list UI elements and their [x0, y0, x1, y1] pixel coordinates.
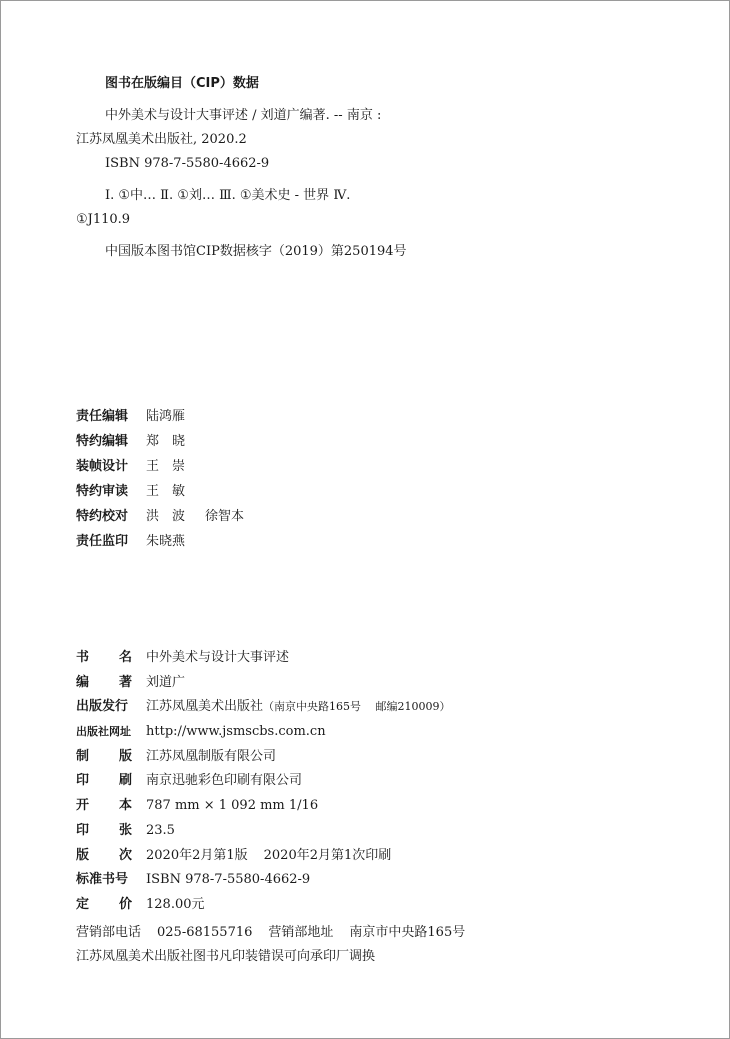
staff-row [76, 529, 244, 554]
info-row-isbn [76, 868, 451, 893]
info-row-publisher [76, 695, 451, 720]
publication-info [76, 646, 451, 918]
info-label: 制 版 [76, 748, 132, 764]
cip-line-1: 中外美术与设计大事评述 / 刘道广编著. -- 南京 : [105, 108, 382, 123]
cip-record-number: 中国版本图书馆CIP数据核字（2019）第250194号 [105, 244, 407, 259]
staff-row [76, 429, 244, 454]
staff-row [76, 504, 244, 529]
info-label: 标准书号 [76, 872, 129, 888]
print-notice: 江苏凤凰美术出版社图书凡印装错误可向承印厂调换 [76, 949, 376, 964]
publisher-value: 江苏凤凰美术出版社（南京中央路165号 邮编210009） [146, 699, 451, 715]
info-row-format [76, 794, 451, 819]
info-label: 定 价 [76, 896, 132, 912]
info-row-printer [76, 769, 451, 794]
staff-role: 特约校对 [76, 509, 129, 524]
phone-label: 营销部电话 [76, 925, 142, 940]
cip-subjects-2: ①J110.9 [76, 212, 131, 227]
info-row-plate [76, 745, 451, 770]
edition-value: 2020年2月第1版 2020年2月第1次印刷 [146, 847, 392, 863]
publisher-address: （南京中央路165号 邮编210009） [263, 700, 451, 714]
staff-name: 王 敏 [146, 484, 186, 499]
staff-row [76, 454, 244, 479]
cip-subjects-1: Ⅰ. ①中… Ⅱ. ①刘… Ⅲ. ①美术史 - 世界 Ⅳ. [105, 188, 351, 203]
staff-role: 特约编辑 [76, 434, 129, 449]
staff-row [76, 404, 244, 429]
sheets-value: 23.5 [146, 822, 175, 838]
info-label: 版 次 [76, 847, 132, 863]
staff-role: 装帧设计 [76, 459, 129, 474]
staff-name: 王 崇 [146, 459, 186, 474]
staff-name: 朱晓燕 [146, 534, 186, 549]
cip-block [76, 72, 676, 264]
marketing-contact [76, 921, 465, 945]
info-label: 书 名 [76, 650, 132, 665]
info-row-price [76, 893, 451, 918]
author-value: 刘道广 [146, 674, 186, 690]
website-value: http://www.jsmscbs.com.cn [146, 724, 326, 740]
format-value: 787 mm × 1 092 mm 1/16 [146, 798, 319, 814]
book-title-value: 中外美术与设计大事评述 [146, 650, 290, 665]
info-label: 出版社网址 [76, 725, 131, 739]
info-row-author [76, 671, 451, 696]
phone-number: 025-68155716 [157, 925, 253, 940]
info-row-website [76, 720, 451, 745]
info-label: 开 本 [76, 798, 132, 814]
staff-name: 洪 波 [146, 509, 186, 524]
address-value: 南京市中央路165号 [349, 925, 466, 940]
isbn-value: ISBN 978-7-5580-4662-9 [146, 872, 311, 888]
info-row-edition [76, 844, 451, 869]
cip-title: 图书在版编目（CIP）数据 [105, 76, 259, 91]
staff-name: 徐智本 [205, 509, 245, 524]
cip-line-2: 江苏凤凰美术出版社, 2020.2 [76, 132, 247, 147]
staff-credits [76, 404, 244, 554]
cip-isbn: ISBN 978-7-5580-4662-9 [105, 156, 270, 171]
info-row-sheets [76, 819, 451, 844]
staff-role: 特约审读 [76, 484, 129, 499]
printer-value: 南京迅驰彩色印刷有限公司 [146, 773, 303, 789]
address-label: 营销部地址 [268, 925, 334, 940]
info-label: 编 著 [76, 674, 132, 690]
staff-name: 郑 晓 [146, 434, 186, 449]
info-label: 出版发行 [76, 699, 129, 715]
staff-name: 陆鸿雁 [146, 409, 186, 424]
info-row-book-title [76, 646, 451, 671]
footer [76, 921, 465, 969]
staff-role: 责任编辑 [76, 409, 129, 424]
price-value: 128.00元 [146, 896, 205, 912]
staff-row [76, 479, 244, 504]
staff-role: 责任监印 [76, 534, 129, 549]
plate-value: 江苏凤凰制版有限公司 [146, 748, 277, 764]
info-label: 印 张 [76, 822, 132, 838]
info-label: 印 刷 [76, 773, 132, 789]
